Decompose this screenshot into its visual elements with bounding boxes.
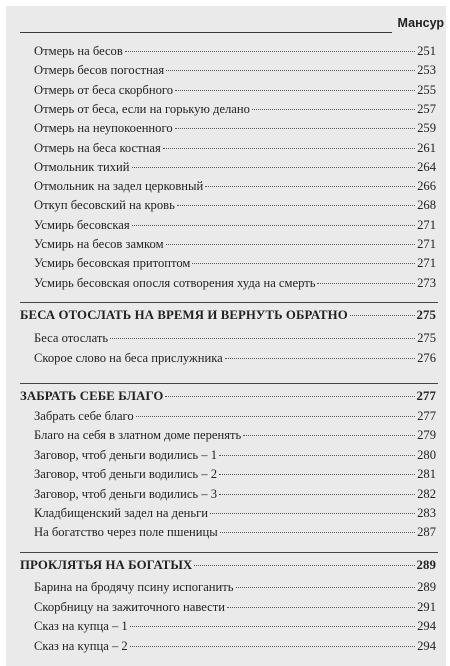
entry-title: Скорбницу на зажиточного навести — [34, 600, 225, 614]
dot-leader — [205, 186, 415, 187]
entry-title: Усмирь бесовская опосля сотворения худа на смерть — [34, 276, 316, 290]
toc-entry[interactable] — [34, 237, 436, 252]
section-rule — [20, 383, 438, 384]
toc-entry[interactable] — [34, 63, 436, 78]
toc-entry[interactable] — [34, 639, 436, 654]
toc-entry[interactable] — [34, 580, 436, 595]
page-number: 279 — [417, 428, 436, 442]
toc-entry[interactable] — [34, 619, 436, 634]
toc-entry[interactable] — [34, 467, 436, 482]
dot-leader — [192, 263, 415, 264]
page-number: 275 — [417, 331, 436, 345]
entry-title: Отмерь от беса скорбного — [34, 83, 174, 97]
toc-section-heading[interactable] — [20, 389, 436, 404]
entry-title: Отмольник на задел церковный — [34, 179, 204, 193]
page-number: 268 — [417, 198, 436, 212]
entry-title: Усмирь бесовская — [34, 218, 130, 232]
entry-title: Сказ на купца – 1 — [34, 619, 128, 633]
dot-leader — [132, 167, 416, 168]
toc-section-heading[interactable] — [20, 558, 436, 573]
page-number: 255 — [417, 83, 436, 97]
page-number: 289 — [417, 580, 436, 594]
dot-leader — [132, 225, 415, 226]
dot-leader — [165, 396, 414, 397]
page-number: 282 — [417, 487, 436, 501]
entry-title: Отмерь бесов погостная — [34, 63, 165, 77]
entry-title: Отмольник тихий — [34, 160, 130, 174]
header-author: Мансур — [397, 16, 444, 30]
page-number: 271 — [417, 218, 436, 232]
page-number: 280 — [417, 448, 436, 462]
toc-entry[interactable] — [34, 102, 436, 117]
dot-leader — [175, 128, 415, 129]
section-rule — [20, 552, 438, 553]
toc-entry[interactable] — [34, 506, 436, 521]
toc-entry[interactable] — [34, 141, 436, 156]
dot-leader — [166, 244, 416, 245]
page-number: 271 — [417, 256, 436, 270]
toc-entry[interactable] — [34, 44, 436, 59]
entry-title: Заговор, чтоб деньги водились – 2 — [34, 467, 218, 481]
dot-leader — [130, 646, 415, 647]
dot-leader — [225, 358, 415, 359]
entry-title: Сказ на купца – 2 — [34, 639, 128, 653]
book-page — [6, 6, 446, 666]
page-number: 287 — [417, 525, 436, 539]
page-number: 259 — [417, 121, 436, 135]
entry-title: Скорое слово на беса прислужника — [34, 351, 223, 365]
entry-title: Кладбищенский задел на деньги — [34, 506, 209, 520]
section-title: ПРОКЛЯТЬЯ НА БОГАТЫХ — [20, 558, 193, 572]
toc-entry[interactable] — [34, 448, 436, 463]
entry-title: Благо на себя в златном доме перенять — [34, 428, 242, 442]
toc-entry[interactable] — [34, 179, 436, 194]
dot-leader — [194, 565, 414, 566]
entry-title: Барина на бродячу псину испоганить — [34, 580, 234, 594]
toc-entry[interactable] — [34, 600, 436, 615]
page-number: 289 — [416, 558, 436, 572]
entry-title: Усмирь на бесов замком — [34, 237, 164, 251]
dot-leader — [236, 587, 416, 588]
dot-leader — [130, 626, 415, 627]
dot-leader — [175, 90, 415, 91]
dot-leader — [252, 109, 415, 110]
entry-title: На богатство через поле пшеницы — [34, 525, 218, 539]
page-number: 251 — [417, 44, 436, 58]
dot-leader — [219, 455, 415, 456]
page-number: 291 — [417, 600, 436, 614]
dot-leader — [110, 338, 415, 339]
dot-leader — [219, 474, 415, 475]
toc-entry[interactable] — [34, 83, 436, 98]
dot-leader — [125, 51, 415, 52]
page-number: 281 — [417, 467, 436, 481]
dot-leader — [317, 283, 415, 284]
page-number: 253 — [417, 63, 436, 77]
dot-leader — [219, 494, 415, 495]
page-number: 277 — [417, 409, 436, 423]
toc-entry[interactable] — [34, 160, 436, 175]
dot-leader — [220, 532, 415, 533]
page-number: 294 — [417, 639, 436, 653]
page-number: 276 — [417, 351, 436, 365]
entry-title: Заговор, чтоб деньги водились – 1 — [34, 448, 218, 462]
dot-leader — [350, 315, 415, 316]
toc-entry[interactable] — [34, 409, 436, 424]
toc-entry[interactable] — [34, 198, 436, 213]
entry-title: Усмирь бесовская притоптом — [34, 256, 191, 270]
entry-title: Забрать себе благо — [34, 409, 134, 423]
section-rule — [20, 302, 438, 303]
dot-leader — [227, 607, 415, 608]
header-rule — [20, 32, 392, 33]
toc-entry[interactable] — [34, 525, 436, 540]
dot-leader — [136, 416, 415, 417]
page-number: 261 — [417, 141, 436, 155]
page-number: 273 — [417, 276, 436, 290]
toc-entry[interactable] — [34, 428, 436, 443]
toc-entry[interactable] — [34, 487, 436, 502]
page-number: 264 — [417, 160, 436, 174]
toc-entry[interactable] — [34, 121, 436, 136]
page-number: 271 — [417, 237, 436, 251]
page-number: 266 — [417, 179, 436, 193]
section-title: БЕСА ОТОСЛАТЬ НА ВРЕМЯ И ВЕРНУТЬ ОБРАТНО — [20, 308, 348, 322]
entry-title: Заговор, чтоб деньги водились – 3 — [34, 487, 218, 501]
entry-title: Отмерь от беса, если на горькую делано — [34, 102, 250, 116]
page-number: 275 — [416, 308, 436, 322]
toc-section-heading[interactable] — [20, 308, 436, 323]
entry-title: Отмерь на неупокоенного — [34, 121, 173, 135]
page-number: 294 — [417, 619, 436, 633]
toc-entry[interactable] — [34, 351, 436, 366]
entry-title: Отмерь на беса костная — [34, 141, 161, 155]
page-number: 277 — [416, 389, 436, 403]
dot-leader — [210, 513, 415, 514]
dot-leader — [177, 205, 415, 206]
toc-entry[interactable] — [34, 256, 436, 271]
toc-entry[interactable] — [34, 276, 436, 291]
page-number: 283 — [417, 506, 436, 520]
dot-leader — [243, 435, 415, 436]
toc-entry[interactable] — [34, 218, 436, 233]
page-number: 257 — [417, 102, 436, 116]
running-header — [6, 6, 446, 36]
dot-leader — [166, 70, 415, 71]
section-title: ЗАБРАТЬ СЕБЕ БЛАГО — [20, 389, 164, 403]
toc-entry[interactable] — [34, 331, 436, 346]
entry-title: Откуп бесовский на кровь — [34, 198, 175, 212]
dot-leader — [163, 148, 415, 149]
entry-title: Отмерь на бесов — [34, 44, 123, 58]
entry-title: Беса отослать — [34, 331, 109, 345]
